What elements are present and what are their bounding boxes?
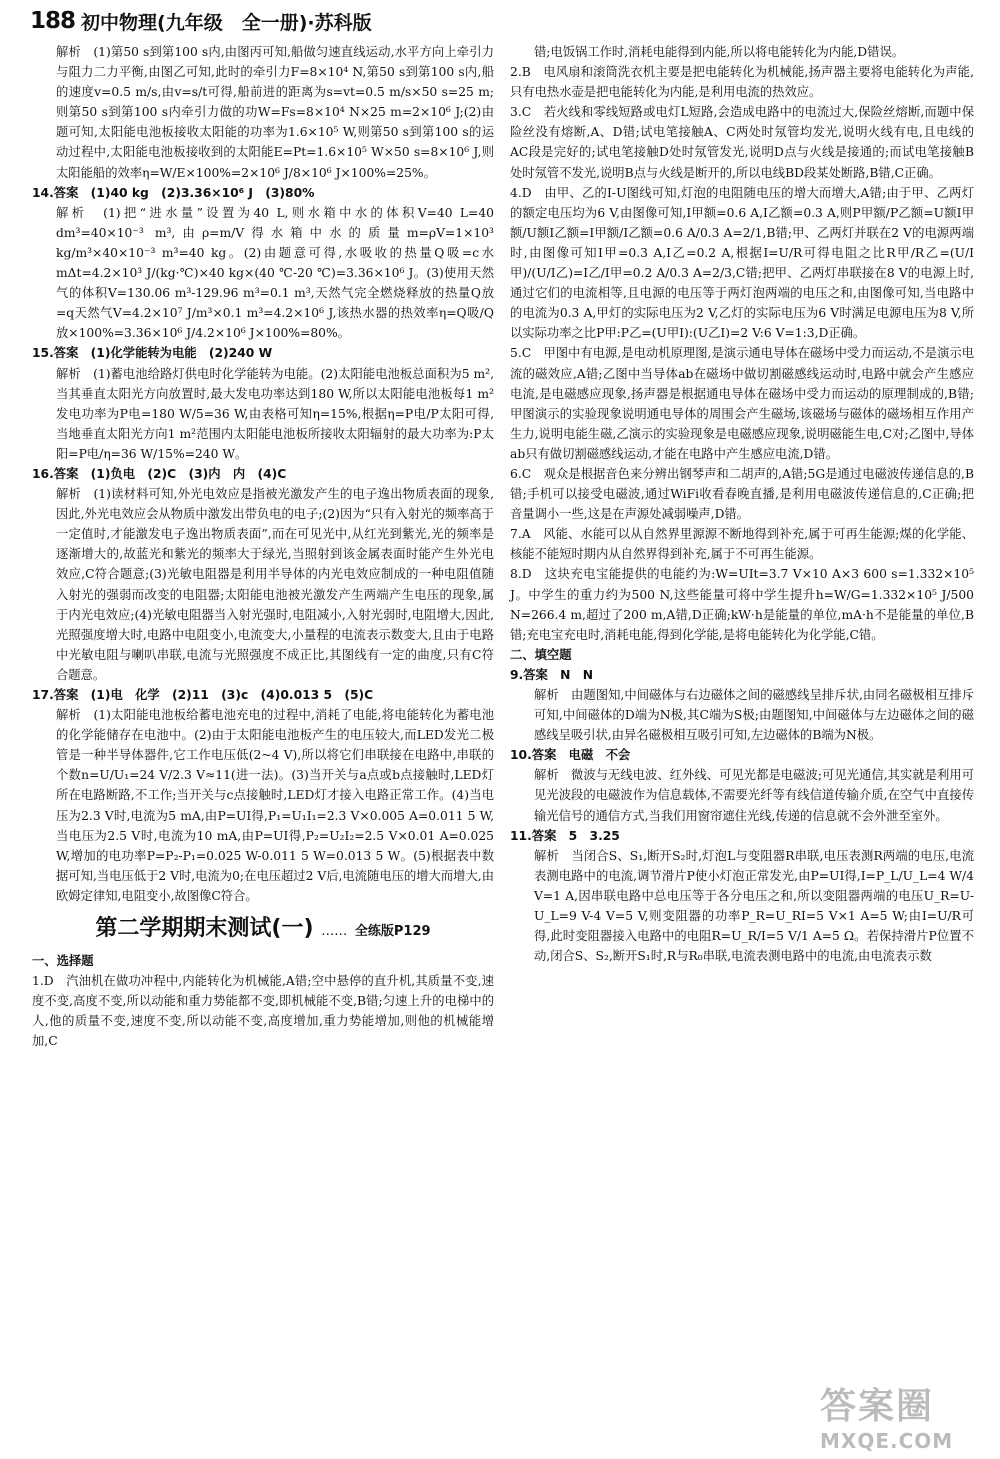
q17-answer: 17.答案 (1)电 化学 (2)11 (3)c (4)0.013 5 (5)C	[32, 688, 374, 702]
left-column	[32, 42, 494, 1052]
watermark-url: MXQE.COM	[820, 1429, 954, 1453]
q4-answer: 4.D 由甲、乙的I-U图线可知,灯泡的电阻随电压的增大而增大,A错;由于甲、乙两灯的额定电压均为6 V,由图像可知,I甲额=0.6 A,I乙额=0.3 A,则P甲额/P乙额=U额I甲额/U额I乙额=I甲额/I乙额=0.6 A/0.3 A=2/1,B错;甲、乙两灯并联在2 V的电源两端时,由图像可知I甲=0.3 A,I乙=0.2 A,根据I=U/R可得电阻之比R甲/R乙=(U/I甲)/(U/I乙)=I乙/I甲=0.2 A/0.3 A=2/3,C错;把甲、乙两灯串联接在8 V的电源上时,通过它们的电流相等,且电源的电压等于两灯泡两端的电压之和,由图像可知,当电路中的电流为0.3 A,甲灯的实际电压为2 V,乙灯的实际电压为6 V时满足电源电压为8 V,所以实际功率之比P甲:P乙=(U甲I):(U乙I)=2 V:6 V=1:3,D正确。	[510, 185, 974, 341]
page-header	[30, 6, 372, 36]
exam-title-dots: ……	[321, 924, 348, 940]
q11-answer: 11.答案 5 3.25	[510, 828, 620, 843]
exam-page-ref: 全练版P129	[354, 924, 431, 940]
q1-answer-continued: 错;电饭锅工作时,消耗电能得到内能,所以将电能转化为内能,D错误。	[534, 45, 905, 59]
watermark-logo	[820, 1378, 990, 1452]
q13-analysis: 解析 (1)第50 s到第100 s内,由图丙可知,船做匀速直线运动,水平方向上牵引力与阻力二力平衡,由图乙可知,此时的牵引力F=8×10⁴ N,第50 s到第100 s内,船的速度v=0.5 m/s,由v=s/t可得,船前进的距离为s=vt=0.5 m/s×50 s=25 m;则第50 s到第100 s内牵引力做的功W=Fs=8×10⁴ N×25 m=2×10⁶ J;(2)由题可知,太阳能电池板接收太阳能的功率为1.6×10⁵ W,则第50 s到第100 s的运动过程中,太阳能电池板接收到的太阳能E=Pt=1.6×10⁵ W×50 s=8×10⁶ J,则太阳能船的效率η=W/E×100%=2×10⁶ J/8×10⁶ J×100%=25%。	[56, 45, 494, 180]
q5-answer: 5.C 甲图中有电源,是电动机原理图,是演示通电导体在磁场中受力而运动,不是演示电流的磁效应,A错;乙图中当导体ab在磁场中做切割磁感线运动时,电路中就会产生感应电流,是电磁感应现象,扬声器是根据通电导体在磁场中受力而运动的原理制成的,B错;甲图演示的实验现象说明通电导体的周围会产生磁场,该磁场与磁体的磁场相互作用产生力,说明电能生磁,乙演示的实验现象是电磁感应现象,说明磁能生电,C对;乙图中,导体ab只有做切割磁感线运动,才能在电路中产生感应电流,D错。	[510, 346, 974, 461]
q7-answer: 7.A 风能、水能可以从自然界里源源不断地得到补充,属于可再生能源;煤的化学能、核能不能短时期内从自然界得到补充,属于不可再生能源。	[510, 527, 974, 562]
q3-answer: 3.C 若火线和零线短路或电灯L短路,会造成电路中的电流过大,保险丝熔断,而题中保险丝没有熔断,A、D错;试电笔接触A、C两处时氖管均发光,说明火线有电,且电线的AC段是完好的;试电笔接触D处时氖管发光,说明D点与火线是接通的;而试电笔接触B处时氖管不发光,说明B点与火线是断开的,所以电线BD段某处断路,B错,C正确。	[510, 105, 974, 180]
q16-analysis: 解析 (1)读材料可知,外光电效应是指被光激发产生的电子逸出物质表面的现象,因此,外光电效应会从物质中激发出带负电的电子;(2)因为“只有入射光的频率高于一定值时,才能激发电子逸出物质表面”,而在可见光中,从红光到紫光,光的频率是逐渐增大的,故蓝光和紫光的频率大于绿光,当照射到该金属表面时能产生外光电效应,C符合题意;(3)光敏电阻器是利用半导体的内光电效应制成的一种电阻值随入射光的强弱而改变的电阻器;太阳能电池被光激发产生两端产生电压的现象,属于内光电效应;(4)光敏电阻器当入射光强时,电阻减小,入射光弱时,电阻增大,因此,光照强度增大时,电路中电阻变小,电流变大,小量程的电流表示数变大,且由于电路中光敏电阻与喇叭串联,电流与光照强度不成正比,其图线有一定的曲度,只有C符合题意。	[56, 487, 494, 682]
q9-answer: 9.答案 N N	[510, 667, 593, 682]
q14-analysis: 解析 (1)把“进水量”设置为40 L,则水箱中水的体积V=40 L=40 dm³=40×10⁻³ m³,由ρ=m/V得水箱中水的质量m=ρV=1×10³ kg/m³×40×10⁻³ m³=40 kg。(2)由题意可得,水吸收的热量Q吸=c水mΔt=4.2×10³ J/(kg·℃)×40 kg×(40 ℃-20 ℃)=3.36×10⁶ J。(3)使用天然气的体积V=130.06 m³-129.96 m³=0.1 m³,天然气完全燃烧释放的热量Q放=q天然气V=4.2×10⁷ J/m³×0.1 m³=4.2×10⁶ J,该热水器的热效率η=Q吸/Q放×100%=3.36×10⁶ J/4.2×10⁶ J×100%=80%。	[56, 205, 494, 341]
page-number: 188	[30, 8, 76, 34]
exam-title-text: 第二学期期末测试(一)	[95, 916, 314, 942]
q11-analysis: 解析 当闭合S、S₁,断开S₂时,灯泡L与变阻器R串联,电压表测R两端的电压,电流表测电路中的电流,调节滑片P使小灯泡正常发光,由P=UI得,I=P_L/U_L=4 W/4 V=1 A,因串联电路中总电压等于各分电压之和,所以变阻器两端的电压U_R=U-U_L=9 V-4 V=5 V,则变阻器的功率P_R=U_RI=5 V×1 A=5 W;由I=U/R可得,此时变阻器接入电路中的电阻R=U_R/I=5 V/1 A=5 Ω。若保持滑片P位置不动,闭合S、S₂,断开S₁时,R与R₀串联,电流表测电路中的电流,由电流表示数	[534, 848, 974, 964]
q15-analysis: 解析 (1)蓄电池给路灯供电时化学能转为电能。(2)太阳能电池板总面积为5 m²,当其垂直太阳光方向放置时,最大发电功率达到180 W,所以太阳能电池板每1 m²发电功率为P电=180 W/5=36 W,由表格可知η=15%,根据η=P电/P太阳可得,当地垂直太阳光方向1 m²范围内太阳能电池板所接收太阳辐射的最大功率为:P太阳=P电/η=36 W/15%=240 W。	[56, 366, 494, 461]
watermark-text: 答案圈	[820, 1386, 935, 1427]
q8-answer: 8.D 这块充电宝能提供的电能约为:W=UIt=3.7 V×10 A×3 600 s=1.332×10⁵ J。中学生的重力约为500 N,这些能量可将中学生提升h=W/G=1.332×10⁵ J/500 N=266.4 m,超过了200 m,A错,D正确;kW·h是能量的单位,mA·h不是能量的单位,B错;充电宝充电时,消耗电能,得到化学能,是将电能转化为化学能,C错。	[510, 567, 974, 642]
q10-answer: 10.答案 电磁 不会	[510, 748, 631, 763]
q14-answer: 14.答案 (1)40 kg (2)3.36×10⁶ J (3)80%	[32, 185, 315, 200]
book-title: 初中物理(九年级 全一册)·苏科版	[81, 11, 372, 34]
q16-answer: 16.答案 (1)负电 (2)C (3)内 内 (4)C	[32, 466, 287, 481]
q10-analysis: 解析 微波与无线电波、红外线、可见光都是电磁波;可见光通信,其实就是利用可见光波段的电磁波作为信息载体,不需要光纤等有线信道传输介质,在空气中直接传输光信号的通信方式,当我们用窗帘遮住光线,传递的信息就不会外泄至室外。	[534, 768, 974, 823]
q17-analysis: 解析 (1)太阳能电池板给蓄电池充电的过程中,消耗了电能,将电能转化为蓄电池的化学能储存在电池中。(2)由于太阳能电池板产生的电压较大,而LED发光二极管是一种半导体器件,它工作电压低(2~4 V),所以将它们串联接在电路中,串联的个数n=U/U₁=24 V/2.3 V≈11(进一法)。(3)当开关与a点或b点接触时,LED灯所在电路断路,不工作;当开关与c点接触时,LED灯才接入电路正常工作。(4)当电压为2.3 V时,电流为5 mA,由P=UI得,P₁=U₁I₁=2.3 V×0.005 A=0.011 5 W,当电压为2.5 V时,电流为10 mA,由P=UI得,P₂=U₂I₂=2.5 V×0.01 A=0.025 W,增加的电功率P=P₂-P₁=0.025 W-0.011 5 W=0.013 5 W。(5)根据表中数据可知,当电压低于2 V时,电流为0;在电压超过2 V后,电流随电压的增大而增大,由欧姆定律知,电阻变小,故图像C符合。	[56, 708, 494, 903]
q1-answer: 1.D 汽油机在做功冲程中,内能转化为机械能,A错;空中悬停的直升机,其质量不变,速度不变,高度不变,所以动能和重力势能都不变,即机械能不变,B错;匀速上升的电梯中的人,他的质量不变,速度不变,所以动能不变,高度增加,重力势能增加,则他的机械能增加,C	[32, 974, 494, 1049]
section-fill-title: 二、填空题	[510, 647, 572, 662]
q9-analysis: 解析 由题图知,中间磁体与右边磁体之间的磁感线呈排斥状,由同名磁极相互排斥可知,中间磁体的D端为N极,其C端为S极;由题图知,中间磁体与左边磁体之间的磁感线呈吸引状,由异名磁极相互吸引可知,左边磁体的B端为N极。	[534, 688, 974, 743]
q15-answer: 15.答案 (1)化学能转为电能 (2)240 W	[32, 346, 273, 361]
exam-title	[32, 914, 494, 947]
right-column	[510, 42, 974, 966]
section-choice-title: 一、选择题	[32, 954, 94, 969]
q6-answer: 6.C 观众是根据音色来分辨出钢琴声和二胡声的,A错;5G是通过电磁波传递信息的,B错;手机可以接受电磁波,通过WiFi收看春晚直播,是利用电磁波传递信息的,C正确;把音量调小一些,这是在声源处减弱噪声,D错。	[510, 466, 974, 522]
q2-answer: 2.B 电风扇和滚筒洗衣机主要是把电能转化为机械能,扬声器主要将电能转化为声能,只有电热水壶是把电能转化为内能,是利用电流的热效应。	[510, 65, 974, 100]
